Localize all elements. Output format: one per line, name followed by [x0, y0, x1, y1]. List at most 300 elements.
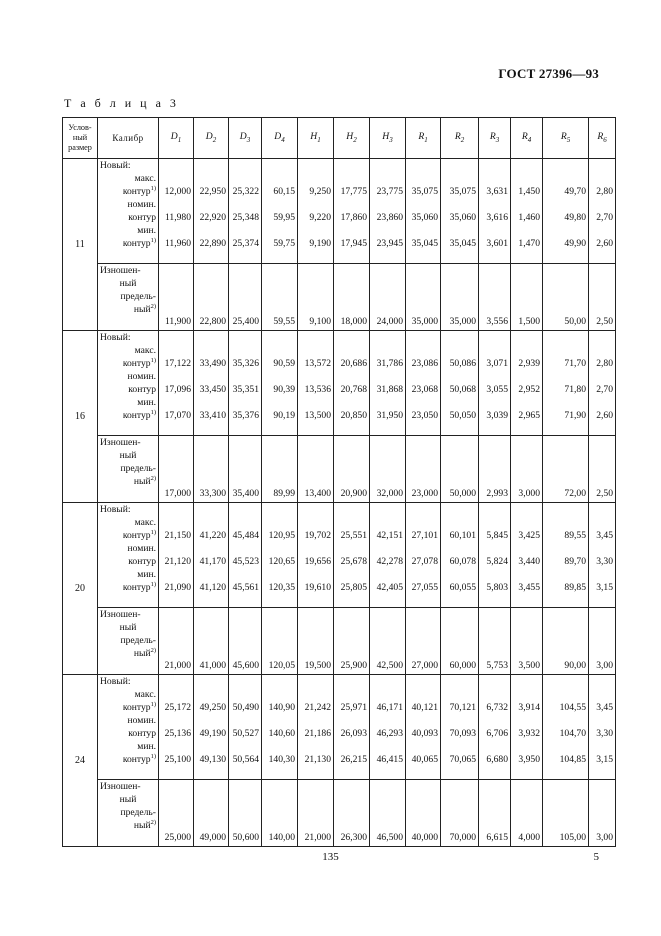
spacer: [300, 688, 331, 701]
spacer: [545, 224, 586, 237]
value-min: 6,680: [486, 754, 508, 765]
value-min: 2,60: [596, 238, 613, 249]
footnote-mark: 1): [150, 185, 156, 192]
spacer: [513, 198, 540, 211]
value-cell-new: [298, 675, 334, 780]
value-min: 140,30: [268, 754, 295, 765]
value-min: 25,805: [340, 582, 367, 593]
value-max: 17,775: [340, 186, 367, 197]
value-cell-new: [194, 159, 229, 264]
spacer: [372, 172, 403, 185]
label-min-2: [100, 753, 156, 766]
value-cell-worn: [334, 608, 370, 675]
value-max: 42,151: [376, 530, 403, 541]
label-max-2: [100, 185, 156, 198]
value-cell-new: [194, 503, 229, 608]
footnote-mark: 2): [150, 475, 156, 482]
spacer: [408, 542, 438, 555]
spacer: [336, 224, 367, 237]
value-min: 19,610: [304, 582, 331, 593]
spacer: [372, 370, 403, 383]
value-nom: 89,70: [564, 556, 586, 567]
value-worn: 2,993: [486, 488, 508, 499]
calibr-worn-cell: [98, 780, 159, 847]
header-param: $D_4$: [262, 118, 298, 159]
value-max: 25,551: [340, 530, 367, 541]
value-max: 35,075: [411, 186, 438, 197]
value-min: 33,410: [199, 410, 226, 421]
value-max: 3,425: [518, 530, 540, 541]
value-cell-worn: [406, 608, 441, 675]
spacer: [336, 198, 367, 211]
spacer: [264, 198, 295, 211]
spacer: [372, 503, 403, 516]
value-max: 2,80: [596, 186, 613, 197]
spacer: [408, 344, 438, 357]
value-max: 45,484: [232, 530, 259, 541]
spacer: [161, 568, 191, 581]
value-worn: 20,900: [340, 488, 367, 499]
spacer: [481, 331, 508, 344]
value-nom: 2,70: [596, 212, 613, 223]
footnote-mark: 1): [150, 753, 156, 760]
value-cell-worn: [229, 780, 262, 847]
value-cell-worn: [159, 436, 194, 503]
value-cell-new: [441, 331, 479, 436]
value-cell-new: [479, 331, 511, 436]
spacer: [231, 159, 259, 172]
spacer: [336, 516, 367, 529]
spacer: [231, 198, 259, 211]
value-cell-new: [334, 159, 370, 264]
value-min: 3,15: [596, 582, 613, 593]
spacer: [231, 172, 259, 185]
spacer: [161, 370, 191, 383]
label-worn-text: ный: [133, 820, 151, 831]
spacer: [300, 159, 331, 172]
value-cell-worn: [298, 436, 334, 503]
value-cell-worn: [194, 436, 229, 503]
value-cell-worn: [334, 780, 370, 847]
spacer: [300, 224, 331, 237]
value-worn: 3,00: [596, 832, 613, 843]
value-worn: 89,99: [273, 488, 295, 499]
value-nom: 2,952: [518, 384, 540, 395]
value-min: 104,85: [559, 754, 586, 765]
value-cell-worn: [370, 436, 406, 503]
spacer: [264, 172, 295, 185]
footnote-mark: 1): [150, 529, 156, 536]
value-cell-new: [441, 675, 479, 780]
spacer: [545, 542, 586, 555]
value-max: 35,326: [232, 358, 259, 369]
value-worn: 70,000: [449, 832, 476, 843]
label-nom-1: номин.: [127, 199, 156, 210]
spacer: [264, 396, 295, 409]
label-max-1: макс.: [134, 689, 156, 700]
table-row-worn: [63, 780, 616, 847]
value-max: 23,775: [376, 186, 403, 197]
value-cell-worn: [370, 780, 406, 847]
value-worn: 17,000: [164, 488, 191, 499]
value-max: 5,845: [486, 530, 508, 541]
value-min: 35,376: [232, 410, 259, 421]
label-min-text: контур: [122, 238, 151, 249]
value-worn: 6,615: [486, 832, 508, 843]
value-cell-new: [159, 503, 194, 608]
value-min: 1,470: [518, 238, 540, 249]
value-worn: 33,300: [199, 488, 226, 499]
spacer: [443, 396, 476, 409]
spacer: [372, 516, 403, 529]
value-min: 71,90: [564, 410, 586, 421]
spacer: [231, 516, 259, 529]
spacer: [372, 714, 403, 727]
spacer: [443, 714, 476, 727]
value-cell-new: [370, 503, 406, 608]
spacer: [545, 396, 586, 409]
nominal-size: 24: [63, 675, 98, 847]
spacer: [231, 224, 259, 237]
spacer: [372, 331, 403, 344]
spacer: [443, 344, 476, 357]
spacer: [264, 675, 295, 688]
header-size: [63, 118, 98, 159]
label-worn-2: ный: [119, 794, 137, 805]
value-cell-worn: [511, 436, 543, 503]
spacer: [513, 331, 540, 344]
value-min: 9,190: [309, 238, 331, 249]
value-worn: 140,00: [268, 832, 295, 843]
value-worn: 41,000: [199, 660, 226, 671]
value-cell-worn: [370, 264, 406, 331]
document-code: ГОСТ 27396—93: [498, 66, 599, 81]
spacer: [231, 370, 259, 383]
value-cell-new: [334, 331, 370, 436]
value-cell-worn: [543, 780, 589, 847]
spacer: [591, 714, 613, 727]
value-nom: 3,932: [518, 728, 540, 739]
spacer: [300, 370, 331, 383]
value-nom: 120,65: [268, 556, 295, 567]
value-max: 50,086: [449, 358, 476, 369]
spacer: [196, 714, 226, 727]
spacer: [545, 331, 586, 344]
spacer: [513, 542, 540, 555]
spacer: [513, 172, 540, 185]
spacer: [372, 740, 403, 753]
value-worn: 32,000: [376, 488, 403, 499]
spacer: [481, 740, 508, 753]
spacer: [443, 516, 476, 529]
value-cell-new: [229, 675, 262, 780]
value-worn: 35,400: [232, 488, 259, 499]
value-cell-worn: [406, 264, 441, 331]
value-cell-worn: [441, 436, 479, 503]
header-param: $R_4$: [511, 118, 543, 159]
table-row-worn: [63, 264, 616, 331]
label-min-2: [100, 409, 156, 422]
value-min: 59,75: [273, 238, 295, 249]
spacer: [481, 396, 508, 409]
value-min: 42,405: [376, 582, 403, 593]
footnote-mark: 2): [150, 647, 156, 654]
value-min: 5,803: [486, 582, 508, 593]
spacer: [443, 224, 476, 237]
value-max: 3,914: [518, 702, 540, 713]
value-cell-worn: [370, 608, 406, 675]
label-max-text: контур: [122, 358, 151, 369]
spacer: [408, 740, 438, 753]
value-cell-new: [406, 675, 441, 780]
value-max: 46,171: [376, 702, 403, 713]
value-max: 12,000: [164, 186, 191, 197]
value-nom: 49,80: [564, 212, 586, 223]
spacer: [591, 503, 613, 516]
value-nom: 60,078: [449, 556, 476, 567]
value-nom: 90,39: [273, 384, 295, 395]
value-worn: 23,000: [411, 488, 438, 499]
value-cell-new: [159, 159, 194, 264]
value-max: 140,90: [268, 702, 295, 713]
value-cell-worn: [479, 264, 511, 331]
value-nom: 25,678: [340, 556, 367, 567]
footnote-mark: 1): [150, 237, 156, 244]
spacer: [161, 396, 191, 409]
spacer: [591, 370, 613, 383]
spacer: [591, 172, 613, 185]
spacer: [591, 396, 613, 409]
spacer: [443, 172, 476, 185]
value-max: 40,121: [411, 702, 438, 713]
value-nom: 25,348: [232, 212, 259, 223]
value-worn: 18,000: [340, 316, 367, 327]
spacer: [161, 172, 191, 185]
label-min-1: мин.: [137, 741, 156, 752]
calibr-new-cell: [98, 503, 159, 608]
value-max: 1,450: [518, 186, 540, 197]
spacer: [481, 172, 508, 185]
spacer: [231, 714, 259, 727]
value-min: 26,215: [340, 754, 367, 765]
value-cell-worn: [441, 264, 479, 331]
value-max: 49,250: [199, 702, 226, 713]
spacer: [231, 675, 259, 688]
value-nom: 50,527: [232, 728, 259, 739]
value-worn: 11,900: [164, 316, 191, 327]
value-cell-worn: [262, 780, 298, 847]
value-min: 25,100: [164, 754, 191, 765]
spacer: [196, 198, 226, 211]
value-min: 21,090: [164, 582, 191, 593]
value-cell-worn: [159, 264, 194, 331]
spacer: [196, 503, 226, 516]
value-worn: 105,00: [559, 832, 586, 843]
footnote-mark: 1): [150, 581, 156, 588]
spacer: [513, 714, 540, 727]
value-max: 120,95: [268, 530, 295, 541]
value-nom: 3,30: [596, 556, 613, 567]
label-worn-1: Изношен-: [100, 781, 141, 792]
spacer: [591, 198, 613, 211]
calibre-dimensions-table: [62, 117, 616, 847]
spacer: [231, 396, 259, 409]
table-row-new: [63, 331, 616, 436]
label-worn-1: Изношен-: [100, 437, 141, 448]
spacer: [264, 370, 295, 383]
value-cell-new: [298, 503, 334, 608]
value-max: 19,702: [304, 530, 331, 541]
value-nom: 6,706: [486, 728, 508, 739]
value-max: 20,686: [340, 358, 367, 369]
spacer: [481, 568, 508, 581]
value-max: 21,150: [164, 530, 191, 541]
value-max: 21,242: [304, 702, 331, 713]
spacer: [196, 740, 226, 753]
spacer: [545, 740, 586, 753]
spacer: [372, 688, 403, 701]
value-worn: 22,800: [199, 316, 226, 327]
value-nom: 19,656: [304, 556, 331, 567]
spacer: [372, 198, 403, 211]
calibr-new-cell: [98, 675, 159, 780]
value-max: 9,250: [309, 186, 331, 197]
value-nom: 9,220: [309, 212, 331, 223]
value-nom: 22,920: [199, 212, 226, 223]
value-cell-new: [511, 503, 543, 608]
spacer: [264, 516, 295, 529]
spacer: [443, 688, 476, 701]
value-max: 49,70: [564, 186, 586, 197]
value-min: 3,950: [518, 754, 540, 765]
spacer: [336, 542, 367, 555]
value-cell-new: [511, 159, 543, 264]
spacer: [231, 688, 259, 701]
value-cell-worn: [194, 608, 229, 675]
value-min: 49,90: [564, 238, 586, 249]
spacer: [513, 370, 540, 383]
value-nom: 49,190: [199, 728, 226, 739]
value-max: 22,950: [199, 186, 226, 197]
header-param: $R_2$: [441, 118, 479, 159]
value-min: 70,065: [449, 754, 476, 765]
spacer: [196, 542, 226, 555]
spacer: [196, 224, 226, 237]
spacer: [231, 542, 259, 555]
spacer: [591, 224, 613, 237]
value-cell-new: [262, 331, 298, 436]
spacer: [231, 568, 259, 581]
spacer: [513, 688, 540, 701]
label-nom-2: контур: [128, 212, 156, 223]
value-nom: 17,096: [164, 384, 191, 395]
spacer: [513, 159, 540, 172]
value-cell-new: [406, 159, 441, 264]
label-worn-1: Изношен-: [100, 265, 141, 276]
spacer: [161, 224, 191, 237]
header-param: $H_1$: [298, 118, 334, 159]
value-max: 6,732: [486, 702, 508, 713]
value-cell-new: [543, 159, 589, 264]
value-cell-new: [370, 331, 406, 436]
value-min: 41,120: [199, 582, 226, 593]
spacer: [161, 503, 191, 516]
spacer: [481, 198, 508, 211]
label-new: Новый:: [100, 332, 131, 343]
value-min: 35,045: [411, 238, 438, 249]
label-min-text: контур: [122, 754, 151, 765]
value-cell-worn: [262, 436, 298, 503]
value-cell-worn: [334, 436, 370, 503]
value-max: 90,59: [273, 358, 295, 369]
spacer: [408, 503, 438, 516]
spacer: [231, 503, 259, 516]
value-min: 50,050: [449, 410, 476, 421]
spacer: [513, 568, 540, 581]
spacer: [264, 542, 295, 555]
header-param: $D_3$: [229, 118, 262, 159]
value-min: 17,945: [340, 238, 367, 249]
value-cell-new: [406, 503, 441, 608]
value-cell-worn: [298, 264, 334, 331]
spacer: [336, 331, 367, 344]
value-worn: 50,000: [449, 488, 476, 499]
value-max: 25,172: [164, 702, 191, 713]
label-max-1: макс.: [134, 173, 156, 184]
spacer: [408, 516, 438, 529]
value-nom: 35,060: [449, 212, 476, 223]
value-cell-new: [589, 331, 616, 436]
sheet-number: 5: [593, 851, 599, 863]
value-cell-worn: [589, 264, 616, 331]
spacer: [591, 542, 613, 555]
value-nom: 3,440: [518, 556, 540, 567]
spacer: [300, 714, 331, 727]
value-worn: 21,000: [164, 660, 191, 671]
value-cell-new: [159, 675, 194, 780]
table-row-new: [63, 159, 616, 264]
value-min: 17,070: [164, 410, 191, 421]
value-nom: 21,186: [304, 728, 331, 739]
value-nom: 3,30: [596, 728, 613, 739]
value-cell-new: [194, 331, 229, 436]
spacer: [481, 516, 508, 529]
label-worn-3: предель-: [120, 463, 156, 474]
spacer: [545, 198, 586, 211]
label-worn-3: предель-: [120, 635, 156, 646]
value-nom: 3,616: [486, 212, 508, 223]
spacer: [300, 344, 331, 357]
spacer: [408, 370, 438, 383]
value-cell-new: [194, 675, 229, 780]
spacer: [300, 675, 331, 688]
value-cell-worn: [441, 780, 479, 847]
value-cell-new: [479, 675, 511, 780]
value-nom: 104,70: [559, 728, 586, 739]
label-max-2: [100, 529, 156, 542]
value-max: 3,45: [596, 530, 613, 541]
spacer: [196, 331, 226, 344]
table-caption: Т а б л и ц а 3: [64, 96, 179, 110]
spacer: [264, 344, 295, 357]
spacer: [408, 224, 438, 237]
label-nom-2: контур: [128, 556, 156, 567]
value-min: 3,601: [486, 238, 508, 249]
spacer: [591, 344, 613, 357]
label-worn-4: [100, 647, 156, 660]
value-nom: 140,60: [268, 728, 295, 739]
spacer: [336, 172, 367, 185]
